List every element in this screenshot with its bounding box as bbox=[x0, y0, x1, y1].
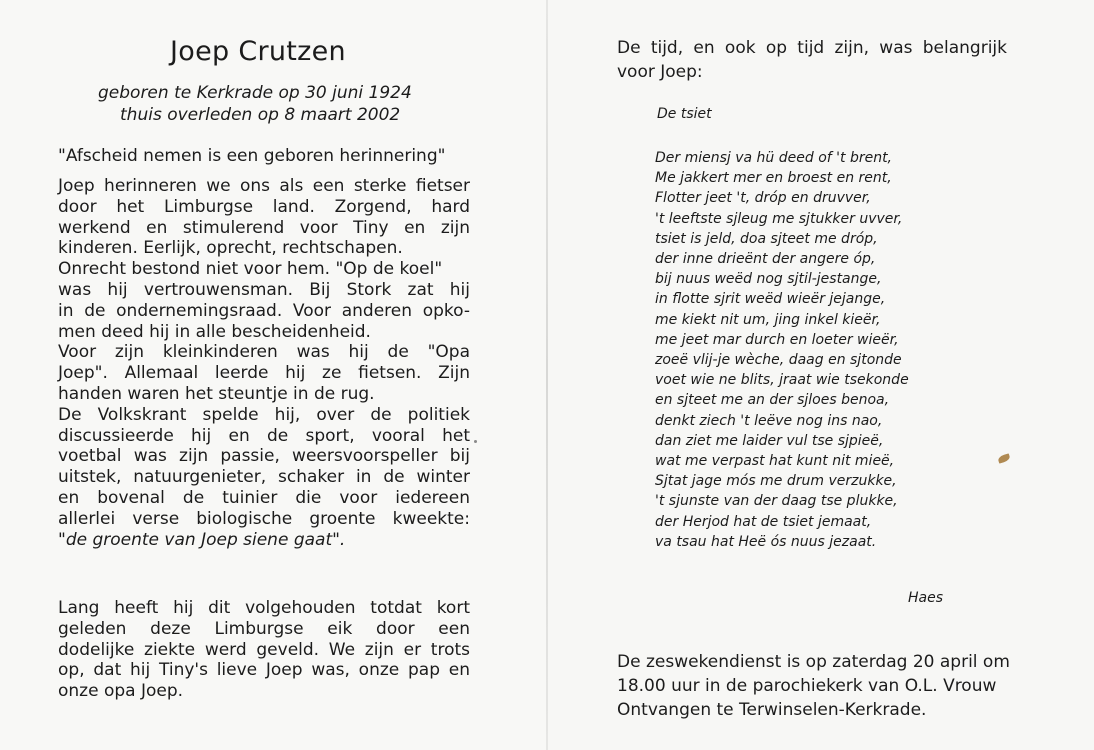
text-line: geleden deze Limburgse eik door een bbox=[58, 618, 470, 639]
text-line: in de ondernemingsraad. Voor anderen opko- bbox=[58, 300, 470, 321]
poem-line: bij nuus weëd nog sjtil-jestange, bbox=[655, 271, 882, 288]
text-line: Ontvangen te Terwinselen-Kerkrade. bbox=[617, 700, 927, 720]
poem-line: 't leeftste sjleug me sjtukker uvver, bbox=[655, 210, 903, 227]
text-line: 18.00 uur in de parochiekerk van O.L. Vrouw bbox=[617, 676, 997, 696]
poem-line: wat me verpast hat kunt nit mieë, bbox=[655, 453, 895, 470]
text-line: Onrecht bestond niet voor hem. "Op de koel" bbox=[58, 259, 443, 280]
text-line: uitstek, natuurgenieter, schaker in de winter bbox=[58, 467, 470, 488]
poem-author: Haes bbox=[908, 590, 944, 606]
text-line: voetbal was zijn passie, weersvoorspeller bij bbox=[58, 446, 470, 467]
card-fold bbox=[546, 0, 548, 750]
text-line: voor Joep: bbox=[617, 62, 703, 82]
birth-line: geboren te Kerkrade op 30 juni 1924 bbox=[98, 83, 412, 103]
text-line: was hij vertrouwensman. Bij Stork zat hij bbox=[58, 279, 470, 300]
death-line: thuis overleden op 8 maart 2002 bbox=[120, 105, 401, 125]
poem-line: Me jakkert mer en broest en rent, bbox=[655, 170, 892, 187]
poem-line: Flotter jeet 't, dróp en druvver, bbox=[655, 190, 871, 207]
poem-line: en sjteet me an der sjloes benoa, bbox=[655, 392, 890, 409]
poem-line: Der miensj va hü deed of 't brent, bbox=[655, 150, 893, 166]
poem-line: tsiet is jeld, doa sjteet me dróp, bbox=[655, 230, 878, 247]
text-line: kinderen. Eerlijk, oprecht, rechtschapen. bbox=[58, 238, 403, 259]
text-line: door het Limburgse land. Zorgend, hard bbox=[58, 196, 470, 217]
text-line: onze opa Joep. bbox=[58, 681, 184, 702]
poem-line: zoeë vlij-je wèche, daag en sjtonde bbox=[655, 352, 902, 369]
poem-line: me jeet mar durch en loeter wieër, bbox=[655, 331, 899, 348]
quoted-saying: "de groente van Joep siene gaat". bbox=[58, 529, 346, 550]
poem-line: der Herjod hat de tsiet jemaat, bbox=[655, 513, 872, 530]
poem-title: De tsiet bbox=[657, 106, 712, 122]
text-line: De tijd, en ook op tijd zijn, was belangrijk bbox=[617, 38, 1007, 58]
service-announcement bbox=[617, 650, 1010, 722]
memorial-quote: "Afscheid nemen is een geboren herinnering" bbox=[58, 146, 446, 166]
poem-line: der inne drieënt der angere óp, bbox=[655, 251, 876, 268]
poem-line: dan ziet me laider vul tse sjpieë, bbox=[655, 432, 884, 449]
biography-paragraph-2 bbox=[58, 598, 470, 702]
text-line: men deed hij in alle bescheidenheid. bbox=[58, 321, 371, 342]
poem-line: Sjtat jage mós me drum verzukke, bbox=[655, 473, 897, 490]
text-line: De zeswekendienst is op zaterdag 20 april om bbox=[617, 652, 1010, 672]
poem-line: me kiekt nit um, jing inkel kieër, bbox=[655, 311, 881, 328]
text-line: op, dat hij Tiny's lieve Joep was, onze pap en bbox=[58, 660, 470, 681]
text-line: Joep". Allemaal leerde hij ze fietsen. Zijn bbox=[58, 363, 470, 384]
poem-line: denkt ziech 't leëve nog ins nao, bbox=[655, 412, 883, 429]
text-line: handen waren het steuntje in de rug. bbox=[58, 383, 375, 404]
poem-line: 't sjunste van der daag tse plukke, bbox=[655, 493, 898, 510]
poem-line: va tsau hat Heë ós nuus jezaat. bbox=[655, 533, 877, 550]
text-line: Lang heeft hij dit volgehouden totdat kort bbox=[58, 598, 470, 618]
text-line: Voor zijn kleinkinderen was hij de "Opa bbox=[58, 342, 470, 363]
text-line: discussieerde hij en de sport, vooral het bbox=[58, 425, 470, 446]
poem-line: voet wie ne blits, jraat wie tsekonde bbox=[655, 372, 909, 389]
text-line: allerlei verse biologische groente kweekte: bbox=[58, 508, 470, 529]
biography-paragraph-1 bbox=[58, 176, 470, 550]
text-line: werkend en stimulerend voor Tiny en zijn bbox=[58, 217, 470, 238]
intro-text bbox=[617, 36, 1007, 84]
speck-mark bbox=[474, 440, 477, 443]
text-line: De Volkskrant spelde hij, over de politiek bbox=[58, 404, 470, 425]
text-line: en bovenal de tuinier die voor iedereen bbox=[58, 487, 470, 508]
text-line: Joep herinneren we ons als een sterke fietser bbox=[58, 176, 470, 196]
poem-line: in flotte sjrit weëd wieër jejange, bbox=[655, 291, 886, 308]
poem-verse bbox=[655, 148, 909, 552]
text-line: dodelijke ziekte werd geveld. We zijn er trots bbox=[58, 639, 470, 660]
deceased-name: Joep Crutzen bbox=[170, 36, 346, 67]
